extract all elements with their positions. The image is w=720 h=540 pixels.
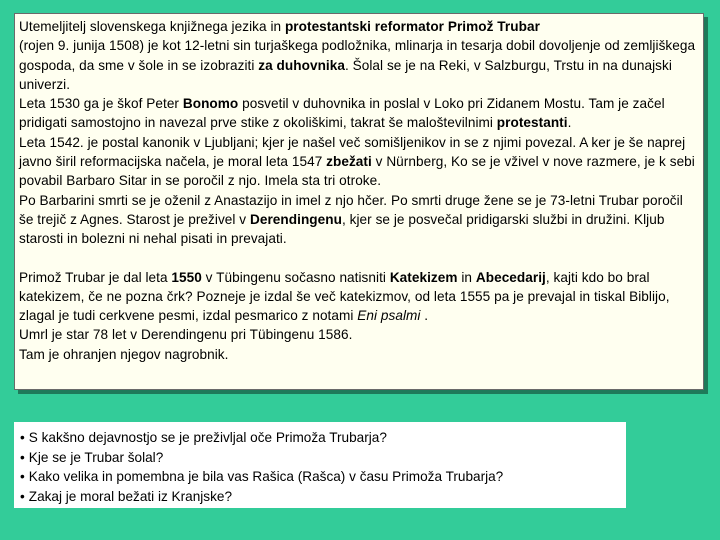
highlight-text: za duhovnika (258, 57, 345, 73)
bullet-icon: • (20, 469, 25, 484)
text-span: posvetil v duhovnika in poslal v Loko pri Zidanem Mostu. Tam je začel pridigati samostojno in navezal prve stike z okoliškimi, takrat še maloštevilnimi (19, 96, 665, 131)
text-span: , kajti kdo bo bral katekizem, če ne pozna črk? Pozneje je izdal še več katekizmov, od leta 1555 pa je prevajal in tiskal Biblijo, zlagal je tudi cerkvene pesmi, izdal pesmarico z notami (19, 269, 670, 324)
question-text: Kje se je Trubar šolal? (28, 449, 164, 465)
text-span: Primož Trubar je dal leta (19, 269, 172, 285)
text-span: v Tübingenu sočasno natisniti (201, 269, 390, 285)
italic-text: Eni psalmi (357, 308, 421, 324)
bullet-icon: • (20, 430, 25, 445)
highlight-text: protestanti (496, 115, 568, 131)
text-span: in (457, 269, 476, 285)
text-span: Tam je ohranjen njegov nagrobnik. (19, 346, 229, 362)
text-span: . (420, 308, 429, 324)
bullet-icon: • (20, 449, 25, 465)
text-span: v Nürnberg, Ko se je vživel v nove razmere, je k sebi povabil Barbaro Sitar in se poročil z njo. Imela sta tri otroke. (19, 154, 695, 189)
question-text: S kakšno dejavnostjo se je preživljal oče Primoža Trubarja? (28, 430, 387, 445)
biography-paragraph-2 (19, 268, 699, 364)
text-span: Utemeljitelj slovenskega knjižnega jezika in (19, 19, 285, 34)
highlight-text: Katekizem (389, 269, 458, 285)
questions-list (20, 428, 620, 506)
questions-box (14, 422, 626, 508)
bullet-icon: • (20, 488, 25, 504)
highlight-text: zbežati (326, 154, 372, 170)
text-span: Po Barbarini smrti se je oženil z Anastazijo in imel z njo hčer. Po smrti druge žene se je 73-letni Trubar poročil še trejič z Agnes. Starost je preživel v (19, 192, 683, 227)
question-text: Kako velika in pomembna je bila vas Rašica (Rašca) v času Primoža Trubarja? (28, 469, 504, 484)
text-span: Leta 1542. je postal kanonik v Ljubljani; kjer je našel več somišljenikov in se z njimi povezal. A ker je še naprej javno širil reformacijska načela, je moral leta 1547 (19, 134, 686, 170)
question-item (20, 467, 620, 487)
highlight-text: Bonomo (182, 96, 239, 112)
question-item (20, 487, 620, 507)
paragraph-spacer (19, 249, 699, 268)
biography-paragraph-1 (19, 17, 699, 249)
text-span: Leta 1530 ga je škof Peter (19, 96, 183, 112)
highlight-text: Derendingenu (249, 211, 342, 227)
biography-text-box (14, 13, 704, 390)
text-span: Umrl je star 78 let v Derendingenu pri Tübingenu 1586. (19, 327, 353, 343)
text-span: , kjer se je posvečal pridigarski službi in družini. Kljub starosti in bolezni ni nehal pisati in prevajati. (19, 211, 665, 247)
highlight-text: protestantski reformator Primož Trubar (284, 19, 540, 34)
text-span: (rojen 9. junija 1508) je kot 12-letni sin turjaškega podložnika, mlinarja in tesarja dobil dovoljenje od zemljiškega gospoda, da sme v šole in se izobraziti (19, 38, 696, 73)
question-text: Zakaj je moral bežati iz Kranjske? (28, 488, 233, 504)
text-span: . Šolal se je na Reki, v Salzburgu, Trstu in na dunajski univerzi. (19, 57, 672, 92)
question-item (20, 428, 620, 448)
text-span: . (567, 115, 572, 131)
question-item (20, 448, 620, 468)
highlight-text: 1550 (171, 269, 202, 285)
highlight-text: Abecedarij (475, 269, 546, 285)
